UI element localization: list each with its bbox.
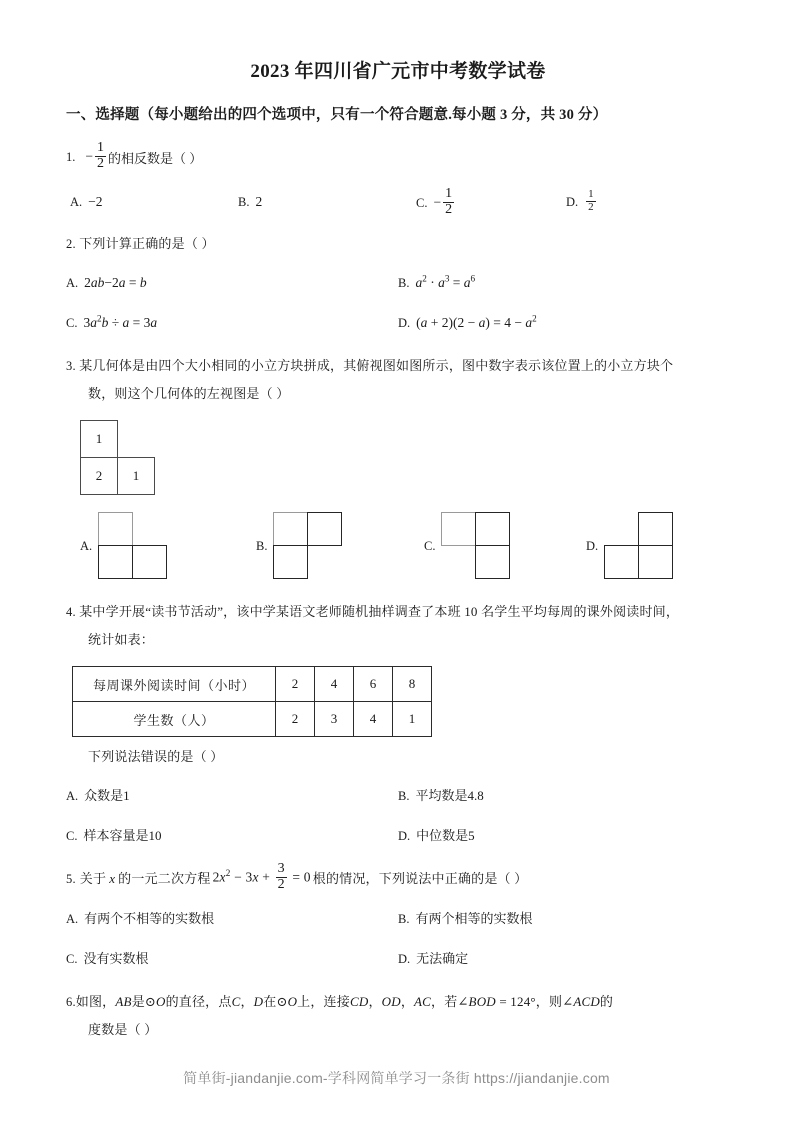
question-1-expression (85, 142, 108, 172)
question-6-stem-line-1 (66, 988, 730, 1016)
option-c-value: 没有实数根 (83, 950, 149, 966)
q6-p4: ， (240, 993, 254, 1009)
table-cell-count-1: 2 (276, 702, 315, 737)
shape-a-cell-c10 (98, 545, 133, 579)
shape-c-cell-c11 (475, 545, 510, 579)
question-5-options-row-1 (66, 904, 730, 934)
question-1-stem-tail: 的相反数是（ ） (108, 151, 203, 167)
option-d-value: $(a + 2)(2 - a) = 4 - a^2$ (416, 313, 537, 331)
shape-d-cell-c11 (638, 545, 673, 579)
question-6-stem-line-2: 度数是（ ） (88, 1021, 158, 1037)
question-5-stem-mid: 的一元二次方程 (118, 870, 211, 886)
q6-circle-o-1: O (155, 993, 166, 1009)
option-a-value: 有两个不相等的实数根 (84, 910, 215, 926)
option-label-a: A. (80, 538, 93, 553)
question-3-option-c[interactable] (424, 512, 511, 580)
option-label-b: B. (238, 194, 250, 209)
question-2-option-c[interactable] (66, 308, 398, 338)
question-6 (66, 988, 730, 1044)
top-view-diagram (80, 420, 230, 498)
shape-d (604, 512, 674, 580)
question-4-options-row-1 (66, 781, 730, 811)
q6-p5: 在⊙ (263, 993, 288, 1009)
question-4-option-c[interactable] (66, 821, 398, 851)
q6-p2: 是⊙ (131, 993, 156, 1009)
option-label-a: A. (66, 276, 79, 291)
question-4-options-row-2 (66, 821, 730, 851)
option-label-b: B. (256, 538, 268, 553)
option-label-b: B. (398, 911, 410, 926)
question-5-option-d[interactable] (398, 944, 730, 974)
question-4-option-d[interactable] (398, 821, 730, 851)
q6-segment-ac: AC (414, 993, 432, 1009)
question-5-number: 5. (66, 871, 76, 886)
question-3-option-a[interactable] (80, 512, 168, 580)
option-b-value: 有两个相等的实数根 (415, 910, 533, 926)
minus-sign: − (85, 148, 93, 164)
question-5-equation: $2x^2 - 3x$ + $\frac{3}{2}$ = 0 (212, 861, 311, 893)
table-cell-time-4: 8 (393, 667, 432, 702)
question-3-stem-line-1 (66, 352, 730, 380)
option-label-c: C. (66, 316, 78, 331)
question-1-options (66, 184, 730, 226)
q6-angle-acd: ACD (573, 993, 600, 1009)
question-2-options-row-1 (66, 268, 730, 298)
option-label-a: A. (66, 911, 79, 926)
question-1-stem (66, 142, 730, 172)
option-label-c: C. (66, 951, 78, 966)
page-title: 2023 年四川省广元市中考数学试卷 (250, 61, 546, 82)
shape-a (98, 512, 168, 580)
question-1 (66, 142, 730, 226)
top-view-cell-r0c0: 1 (80, 420, 118, 458)
question-2-option-b[interactable] (398, 268, 730, 298)
question-5-option-b[interactable] (398, 904, 730, 934)
option-c-value: $3a^2b \div a = 3a$ (83, 313, 158, 331)
option-label-c: C. (66, 829, 78, 844)
question-1-option-c[interactable] (416, 188, 456, 218)
q6-p1: 如图， (75, 993, 116, 1009)
question-3-option-b[interactable] (256, 512, 343, 580)
option-d-value: 中位数是5 (416, 828, 475, 844)
option-label-c: C. (424, 538, 436, 553)
q6-point-c: C (231, 993, 241, 1009)
option-label-d: D. (566, 194, 579, 209)
question-5-stem-pre: 关于 (79, 870, 107, 886)
shape-b-cell-c10 (273, 545, 308, 579)
q6-p11: 的 (599, 993, 614, 1009)
option-label-c: C. (416, 196, 428, 211)
q6-p10: = 124°，则∠ (495, 993, 574, 1009)
question-4-stem-line-1 (66, 598, 730, 626)
q6-segment-cd: CD (349, 993, 369, 1009)
option-a-value: 众数是1 (84, 788, 130, 804)
q6-point-d: D (253, 993, 264, 1009)
option-label-a: A. (70, 194, 83, 209)
reading-time-table (72, 666, 432, 737)
shape-c-cell-c01 (475, 512, 510, 546)
q6-p6: 上，连接 (297, 993, 350, 1009)
option-label-b: B. (398, 789, 410, 804)
table-row (73, 667, 432, 702)
option-label-d: D. (586, 538, 599, 553)
question-3-options (66, 512, 730, 582)
watermark-footer: 简单街-jiandanjie.com-学科网简单学习一条街 https://jiandanjie.com (183, 1070, 610, 1086)
question-2-stem (66, 230, 730, 258)
shape-a-cell-c00 (98, 512, 133, 546)
option-c-value: 样本容量是10 (83, 828, 162, 844)
shape-c-cell-c00 (441, 512, 476, 546)
option-d-value: 无法确定 (416, 950, 469, 966)
top-view-cell-r1c0: 2 (80, 457, 118, 495)
question-5-stem (66, 863, 730, 893)
question-2-option-d[interactable] (398, 308, 730, 338)
section-heading: 一、选择题（每小题给出的四个选项中，只有一个符合题意.每小题 3 分，共 30 分） (66, 107, 608, 123)
option-b-value: 平均数是4.8 (415, 788, 484, 804)
shape-d-cell-c10 (604, 545, 639, 579)
question-2-options-row-2 (66, 308, 730, 338)
option-d-value: $\frac{1}{2}$ (588, 188, 594, 213)
question-3-stem-text-1: 某几何体是由四个大小相同的小立方块拼成，其俯视图如图所示，图中数字表示该位置上的小立方块个 (79, 358, 674, 374)
q6-p9: ，若∠ (431, 993, 469, 1009)
table-row (73, 702, 432, 737)
q6-segment-ab: AB (115, 993, 132, 1009)
option-c-value: − $\frac{1}{2}$ (433, 186, 453, 218)
question-1-option-d[interactable] (566, 190, 598, 214)
question-3 (66, 352, 730, 582)
option-label-d: D. (398, 951, 411, 966)
question-3-option-d[interactable] (586, 512, 674, 580)
table-cell-count-4: 1 (393, 702, 432, 737)
shape-a-cell-c11 (132, 545, 167, 579)
page-content (66, 56, 730, 1048)
question-3-stem-line-2: 数，则这个几何体的左视图是（ ） (88, 386, 290, 402)
option-label-a: A. (66, 789, 79, 804)
question-2-option-a[interactable] (66, 268, 398, 298)
q6-p7: ， (368, 993, 382, 1009)
shape-b-cell-c00 (273, 512, 308, 546)
table-cell-time-2: 4 (315, 667, 354, 702)
question-2-stem-text: 下列计算正确的是（ ） (79, 236, 215, 252)
table-row-header-student-count: 学生数（人） (73, 702, 276, 737)
question-5-options-row-2 (66, 944, 730, 974)
q6-p8: ， (400, 993, 415, 1009)
fraction-one-half: $\frac{1}{2}$ (97, 140, 104, 171)
question-5-stem-post: 根的情况，下列说法中正确的是（ ） (312, 870, 528, 886)
question-5 (66, 863, 730, 973)
question-3-number: 3. (66, 359, 76, 374)
option-a-value: −2 (88, 194, 103, 210)
q6-angle-bod: BOD (468, 993, 496, 1009)
q6-circle-o-2: O (287, 993, 298, 1009)
question-4 (66, 598, 730, 851)
table-cell-time-3: 6 (354, 667, 393, 702)
shape-b-cell-c01 (307, 512, 342, 546)
question-4-number: 4. (66, 605, 76, 620)
question-1-option-a[interactable] (70, 194, 103, 210)
q6-p3: 的直径，点 (165, 993, 232, 1009)
question-4-option-b[interactable] (398, 781, 730, 811)
shape-b (273, 512, 343, 580)
question-4-option-a[interactable] (66, 781, 398, 811)
question-6-number: 6. (66, 994, 76, 1009)
option-a-value: 2ab−2a = b (84, 275, 147, 291)
q6-segment-od: OD (381, 993, 401, 1009)
question-1-option-b[interactable] (238, 194, 262, 210)
question-4-stem-line-3: 下列说法错误的是（ ） (88, 749, 224, 765)
question-5-option-a[interactable] (66, 904, 398, 934)
question-2 (66, 230, 730, 338)
option-label-d: D. (398, 829, 411, 844)
table-cell-count-2: 3 (315, 702, 354, 737)
option-label-b: B. (398, 276, 410, 291)
shape-c (441, 512, 511, 580)
table-row-header-reading-time: 每周课外阅读时间（小时） (73, 667, 276, 702)
question-4-stem-text-1: 某中学开展“读书节活动”，该中学某语文老师随机抽样调查了本班 10 名学生平均每周的课外阅读时间， (79, 604, 680, 620)
question-5-option-c[interactable] (66, 944, 398, 974)
table-cell-time-1: 2 (276, 667, 315, 702)
question-2-number: 2. (66, 237, 76, 252)
option-b-value: 2 (255, 194, 263, 210)
option-b-value: $a^2 \cdot a^3 = a^6$ (415, 273, 476, 291)
shape-d-cell-c01 (638, 512, 673, 546)
option-label-d: D. (398, 316, 411, 331)
question-5-variable: x (109, 870, 116, 886)
question-1-number: 1. (66, 150, 76, 165)
question-4-stem-line-2: 统计如表： (88, 632, 155, 648)
table-cell-count-3: 4 (354, 702, 393, 737)
top-view-cell-r1c1: 1 (117, 457, 155, 495)
